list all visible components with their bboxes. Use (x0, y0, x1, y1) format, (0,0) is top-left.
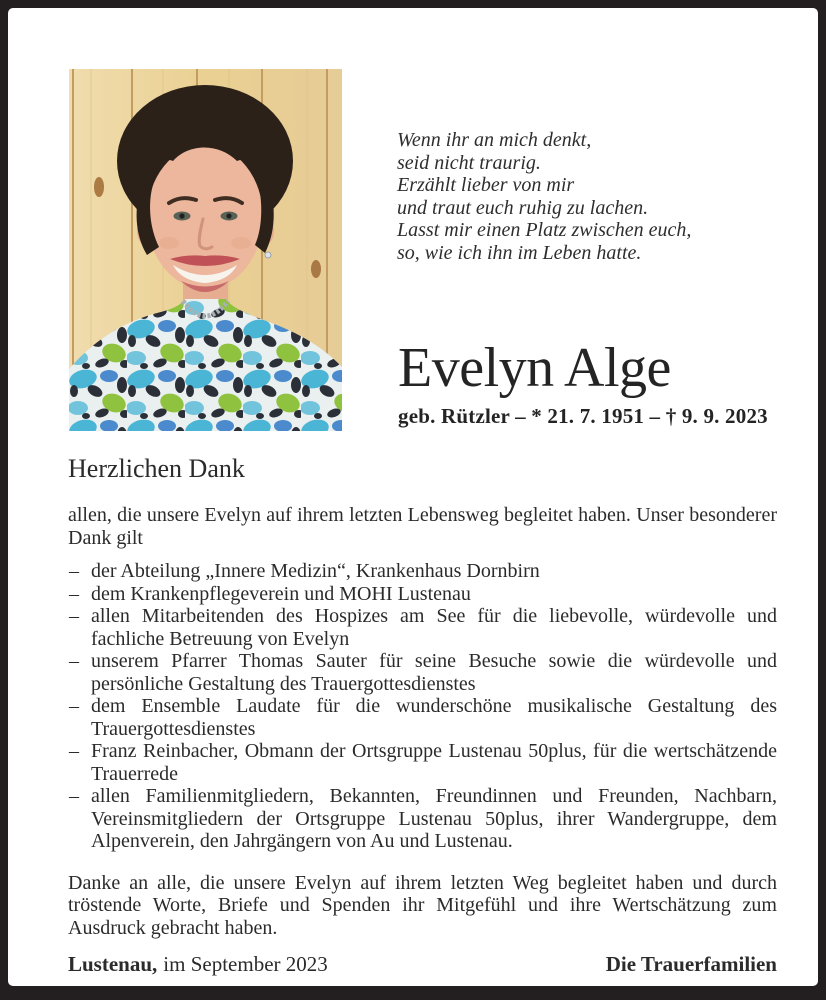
list-item (68, 560, 777, 583)
list-item-text: dem Ensemble Laudate für die wunderschöne musikalische Gestaltung des Trauergottesdienstes (91, 695, 777, 740)
portrait-photo-graphic (69, 69, 342, 431)
list-dash: – (69, 650, 79, 672)
poem-line: so, wie ich ihn im Leben hatte. (397, 241, 642, 264)
poem-line: Erzählt lieber von mir (397, 174, 575, 197)
list-dash: – (69, 695, 79, 717)
list-item (68, 785, 777, 853)
deceased-name: Evelyn Alge (398, 337, 671, 399)
thank-you-section (68, 454, 777, 939)
notice-card (8, 8, 818, 986)
list-item (68, 650, 777, 695)
place-and-date (68, 952, 328, 977)
notice-footer (68, 952, 777, 977)
list-item-text: allen Mitarbeitenden des Hospizes am See für die liebevolle, würdevolle und fachliche Betreuung von Evelyn (91, 605, 777, 650)
list-item-text: allen Familienmitgliedern, Bekannten, Freundinnen und Freunden, Nachbarn, Vereinsmitgliedern der Ortsgruppe Lustenau 50plus, ihrer Wandergruppe, dem Alpenverein, den Jahrgängern von Au und Lustenau. (91, 785, 777, 852)
intro-paragraph: allen, die unsere Evelyn auf ihrem letzten Lebensweg begleitet haben. Unser besonderer Dank gilt (68, 504, 777, 549)
list-dash: – (69, 605, 79, 627)
list-item (68, 605, 777, 650)
portrait-photo (69, 69, 342, 431)
list-dash: – (69, 785, 79, 807)
list-item-text: Franz Reinbacher, Obmann der Ortsgruppe Lustenau 50plus, für die wertschätzende Trauerrede (91, 740, 777, 785)
closing-paragraph: Danke an alle, die unsere Evelyn auf ihrem letzten Weg begleitet haben und durch tröstende Worte, Briefe und Spenden ihr Mitgefühl und ihre Wertschätzung zum Ausdruck gebracht haben. (68, 871, 777, 939)
section-heading: Herzlichen Dank (68, 454, 245, 483)
name-block (398, 339, 778, 429)
list-item (68, 583, 777, 606)
place-label: Lustenau, (68, 952, 158, 976)
memorial-poem (397, 129, 691, 265)
list-item-text: unserem Pfarrer Thomas Sauter für seine Besuche sowie die würdevolle und persönliche Gestaltung des Trauergottesdienstes (91, 650, 777, 695)
list-dash: – (69, 582, 79, 605)
thanks-list (68, 560, 777, 853)
signature: Die Trauerfamilien (605, 952, 777, 976)
poem-line: und traut euch ruhig zu lachen. (397, 196, 649, 219)
list-item-text: dem Krankenpflegeverein und MOHI Lustenau (91, 582, 471, 605)
poem-line: Wenn ihr an mich denkt, (397, 129, 592, 151)
list-dash: – (69, 560, 79, 582)
list-item-text: der Abteilung „Innere Medizin“, Krankenhaus Dornbirn (91, 560, 540, 582)
list-item (68, 695, 777, 740)
poem-line: seid nicht traurig. (397, 151, 541, 174)
life-dates: geb. Rützler – * 21. 7. 1951 – † 9. 9. 2023 (398, 404, 768, 428)
list-item (68, 740, 777, 785)
date-label: im September 2023 (163, 952, 328, 976)
poem-line: Lasst mir einen Platz zwischen euch, (397, 219, 692, 242)
list-dash: – (69, 740, 79, 762)
